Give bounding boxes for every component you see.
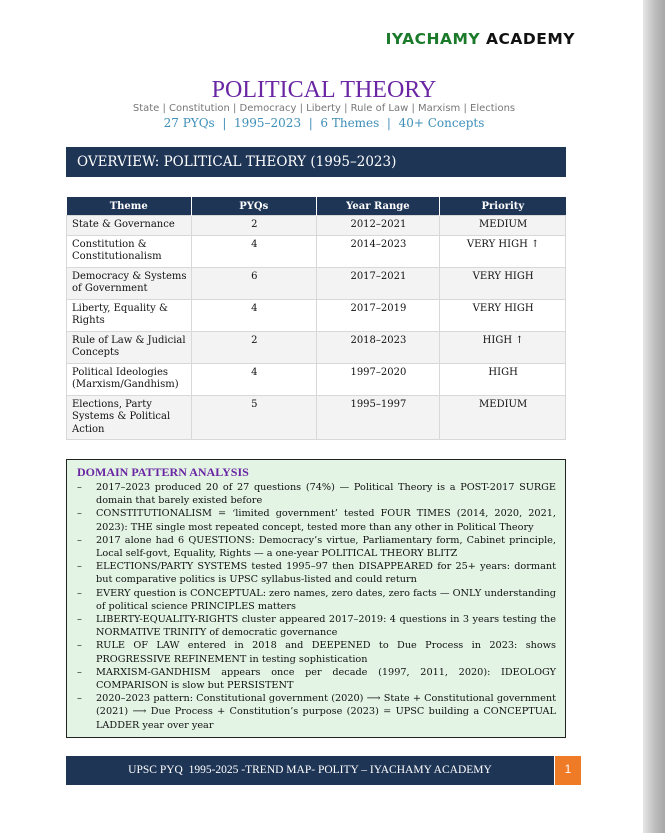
pyqs-cell: 4 (191, 235, 316, 267)
priority-cell: VERY HIGH (440, 267, 566, 299)
point-text: 2017–2023 produced 20 of 27 questions (74%) — Political Theory is a POST-2017 SURGE domain that barely existed before (96, 482, 556, 507)
column-header-year-range: Year Range (316, 197, 440, 216)
range-cell: 2017–2019 (316, 299, 440, 331)
page-footer: UPSC PYQ 1995-2025 -TREND MAP- POLITY – IYACHAMY ACADEMY (66, 756, 554, 785)
overview-heading: OVERVIEW: POLITICAL THEORY (1995–2023) (66, 147, 566, 177)
pyqs-cell: 4 (191, 299, 316, 331)
theme-cell: Political Ideologies (Marxism/Gandhism) (67, 363, 192, 395)
list-item (77, 481, 556, 507)
point-text: LIBERTY-EQUALITY-RIGHTS cluster appeared 2017–2019: 4 questions in 3 years testing the NORMATIVE TRINITY of democratic governance (96, 614, 556, 639)
column-header-theme: Theme (67, 197, 192, 216)
bullet-dash: – (77, 561, 82, 573)
table-row (67, 395, 566, 440)
list-item (77, 587, 556, 613)
pyqs-cell: 2 (191, 216, 316, 236)
bullet-dash: – (77, 693, 82, 705)
analysis-list (77, 481, 556, 732)
brand-part-1: IYACHAMY (385, 30, 481, 48)
theme-cell: State & Governance (67, 216, 192, 236)
pyqs-cell: 6 (191, 267, 316, 299)
page-title: POLITICAL THEORY (211, 77, 437, 103)
point-text: EVERY question is CONCEPTUAL: zero names, zero dates, zero facts — ONLY understanding of political science PRINCIPLES matters (96, 587, 556, 612)
point-text: ELECTIONS/PARTY SYSTEMS tested 1995–97 then DISAPPEARED for 25+ years: dormant but comparative politics is UPSC syllabus-listed and could return (96, 561, 556, 586)
range-cell: 2014–2023 (316, 235, 440, 267)
priority-cell: VERY HIGH ↑ (440, 235, 566, 267)
priority-cell: VERY HIGH (440, 299, 566, 331)
range-cell: 2018–2023 (316, 331, 440, 363)
point-text: 2020–2023 pattern: Constitutional government (2020) ⟶ State + Constitutional government (2021) ⟶ Due Process + Constitution’s purpose (2023) = UPSC building a CONCEPTUAL LADDER year over year (96, 693, 556, 731)
point-text: CONSTITUTIONALISM = ‘limited government’ tested FOUR TIMES (2014, 2020, 2021, 2023): THE single most repeated concept, tested more than any other in Political Theory (96, 508, 556, 533)
brand-part-2: ACADEMY (486, 30, 575, 48)
table-row (67, 216, 566, 236)
table-row (67, 267, 566, 299)
bullet-dash: – (77, 640, 82, 652)
priority-cell: HIGH ↑ (440, 331, 566, 363)
range-cell: 1995–1997 (316, 395, 440, 440)
bullet-dash: – (77, 534, 82, 546)
list-item (77, 613, 556, 639)
bullet-dash: – (77, 508, 82, 520)
theme-cell: Liberty, Equality & Rights (67, 299, 192, 331)
brand-logo (386, 30, 575, 48)
priority-cell: MEDIUM (440, 216, 566, 236)
pyqs-cell: 4 (191, 363, 316, 395)
theme-cell: Constitution & Constitutionalism (67, 235, 192, 267)
theme-cell: Rule of Law & Judicial Concepts (67, 331, 192, 363)
table-row (67, 331, 566, 363)
pyqs-cell: 2 (191, 331, 316, 363)
point-text: RULE OF LAW entered in 2018 and DEEPENED to Due Process in 2023: shows PROGRESSIVE REFINEMENT in testing sophistication (96, 640, 556, 665)
range-cell: 2012–2021 (316, 216, 440, 236)
pattern-analysis-panel (66, 459, 566, 738)
priority-cell: MEDIUM (440, 395, 566, 440)
table-header-row (67, 197, 566, 216)
point-text: 2017 alone had 6 QUESTIONS: Democracy’s virtue, Parliamentary form, Cabinet principle, Local self-govt, Equality, Rights — a one-year POLITICAL THEORY BLITZ (96, 534, 556, 560)
list-item (77, 666, 556, 692)
table-row (67, 363, 566, 395)
list-item (77, 639, 556, 665)
range-cell: 1997–2020 (316, 363, 440, 395)
bullet-dash: – (77, 614, 82, 626)
table-row (67, 299, 566, 331)
column-header-pyqs: PYQs (191, 197, 316, 216)
bullet-dash: – (77, 666, 82, 678)
bullet-dash: – (77, 482, 82, 493)
theme-cell: Elections, Party Systems & Political Action (67, 395, 192, 440)
page-subtitle: State | Constitution | Democracy | Liberty | Rule of Law | Marxism | Elections (132, 103, 516, 114)
column-header-priority: Priority (440, 197, 566, 216)
list-item (77, 507, 556, 533)
summary-stats: 27 PYQs | 1995–2023 | 6 Themes | 40+ Concepts (163, 116, 485, 130)
table-row (67, 235, 566, 267)
point-text: MARXISM-GANDHISM appears once per decade (1997, 2011, 2020): IDEOLOGY COMPARISON is slow but PERSISTENT (96, 666, 556, 692)
list-item (77, 534, 556, 560)
list-item (77, 692, 556, 732)
list-item (77, 560, 556, 586)
page-number-badge: 1 (555, 756, 581, 785)
analysis-heading: DOMAIN PATTERN ANALYSIS (77, 465, 249, 479)
theme-cell: Democracy & Systems of Government (67, 267, 192, 299)
bullet-dash: – (77, 587, 82, 599)
range-cell: 2017–2021 (316, 267, 440, 299)
priority-cell: HIGH (440, 363, 566, 395)
themes-table (66, 197, 566, 440)
pyqs-cell: 5 (191, 395, 316, 440)
